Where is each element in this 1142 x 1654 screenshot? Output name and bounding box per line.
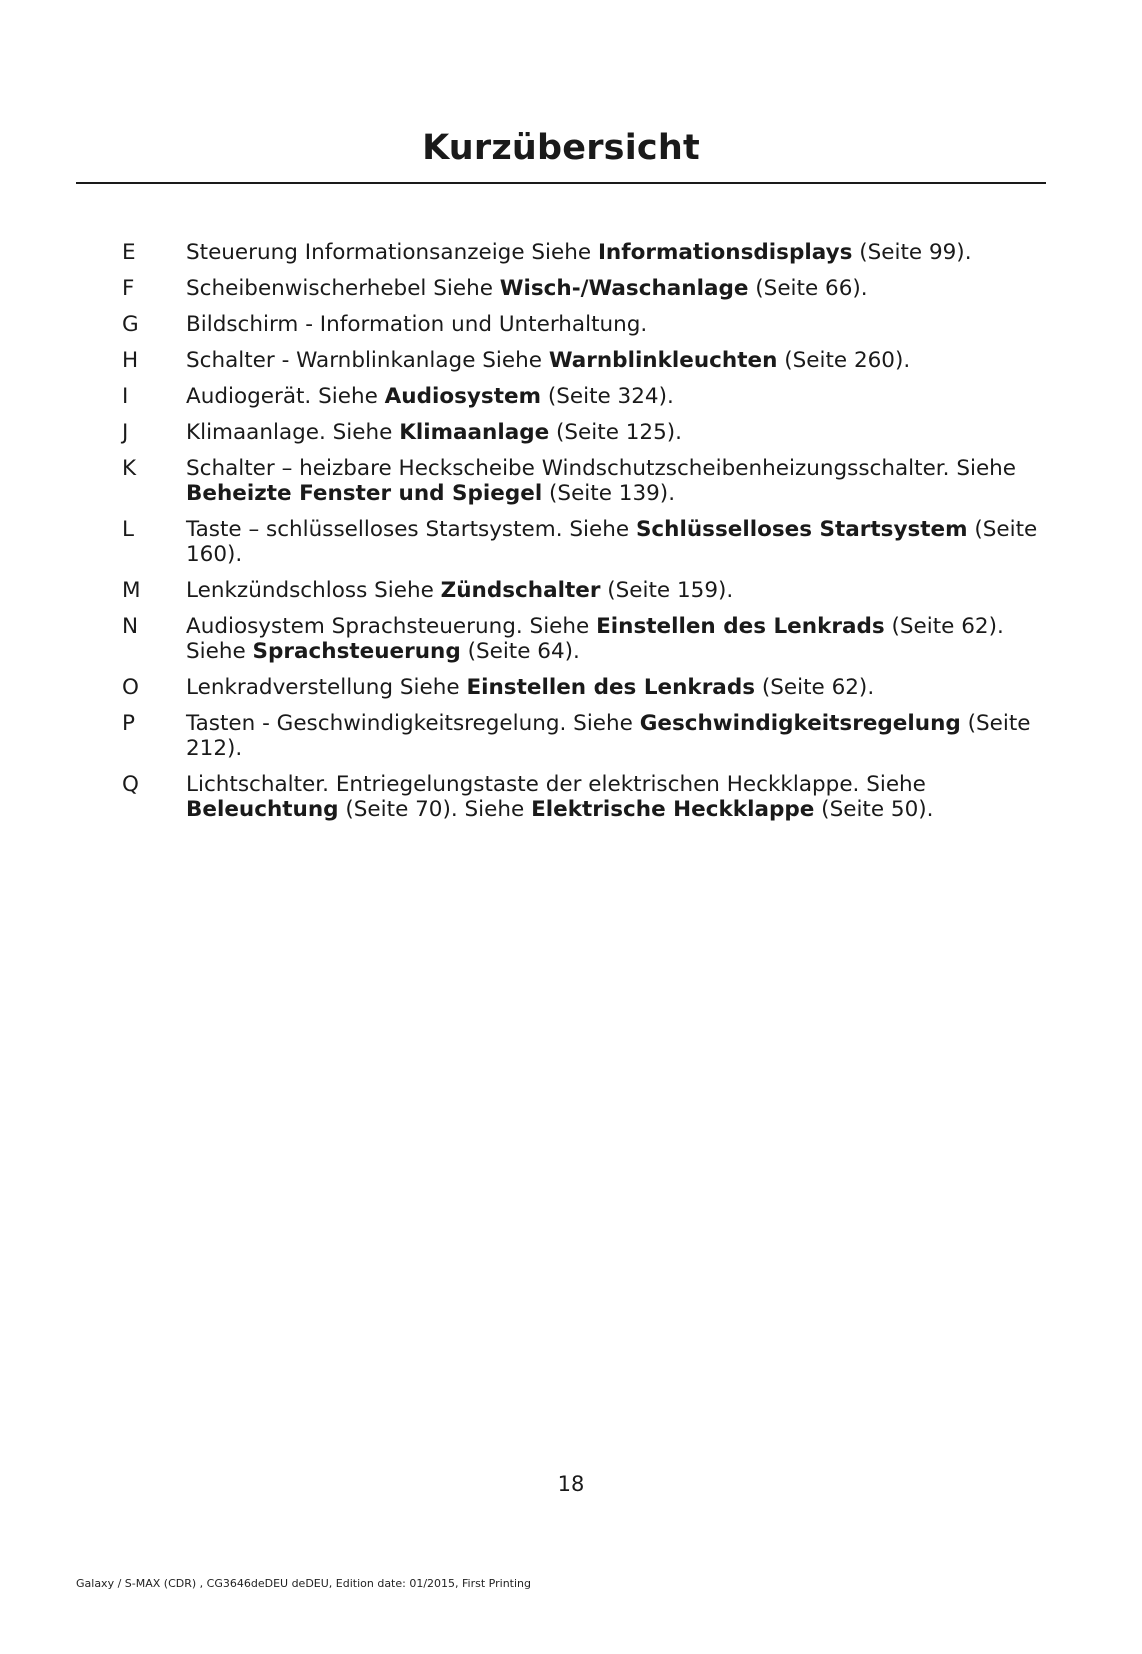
entry-letter: K bbox=[122, 456, 137, 481]
entry-text-part: Lichtschalter. Entriegelungstaste der elektrischen Heckklappe. Siehe bbox=[186, 772, 926, 797]
entry-letter: E bbox=[122, 240, 136, 265]
entry-letter: G bbox=[122, 312, 139, 337]
entry-text bbox=[186, 578, 1046, 603]
entry-text bbox=[186, 517, 1046, 567]
entry-item bbox=[76, 517, 1046, 567]
entry-item bbox=[76, 711, 1046, 761]
entry-text-part: (Seite 64). bbox=[460, 639, 580, 664]
entry-letter: O bbox=[122, 675, 139, 700]
entry-letter: N bbox=[122, 614, 139, 639]
entry-text bbox=[186, 276, 1046, 301]
entry-letter: L bbox=[122, 517, 134, 542]
entry-text-part: Bildschirm - Information und Unterhaltung. bbox=[186, 312, 648, 337]
entry-reference: Wisch-/Waschanlage bbox=[499, 276, 749, 301]
entry-text bbox=[186, 420, 1046, 445]
entry-text bbox=[186, 711, 1046, 761]
entry-item bbox=[76, 276, 1046, 301]
entry-text bbox=[186, 312, 1046, 337]
entry-text-part: Audiosystem Sprachsteuerung. Siehe bbox=[186, 614, 597, 639]
entry-item bbox=[76, 420, 1046, 445]
entry-text-part: Tasten - Geschwindigkeitsregelung. Siehe bbox=[186, 711, 640, 736]
entry-text-part: (Seite 70). Siehe bbox=[338, 797, 532, 822]
entry-item bbox=[76, 312, 1046, 337]
entry-item bbox=[76, 675, 1046, 700]
entry-text-part: Audiogerät. Siehe bbox=[186, 384, 385, 409]
entry-text-part: Taste – schlüsselloses Startsystem. Siehe bbox=[186, 517, 636, 542]
entry-item bbox=[76, 240, 1046, 265]
entry-reference: Einstellen des Lenkrads bbox=[596, 614, 885, 639]
entry-item bbox=[76, 772, 1046, 822]
entry-text-part: (Seite 260). bbox=[777, 348, 911, 373]
entry-reference: Geschwindigkeitsregelung bbox=[639, 711, 961, 736]
entry-item bbox=[76, 456, 1046, 506]
entry-letter: Q bbox=[122, 772, 139, 797]
entry-reference: Elektrische Heckklappe bbox=[531, 797, 815, 822]
entry-text-part: (Seite 62). Siehe bbox=[186, 614, 1004, 664]
entry-item bbox=[76, 384, 1046, 409]
page-title: Kurzübersicht bbox=[422, 128, 700, 168]
entry-reference: Zündschalter bbox=[440, 578, 601, 603]
entry-reference: Klimaanlage bbox=[399, 420, 550, 445]
entry-text-part: (Seite 62). bbox=[755, 675, 875, 700]
entry-reference: Informationsdisplays bbox=[597, 240, 853, 265]
entry-text-part: Schalter – heizbare Heckscheibe Windschutzscheibenheizungsschalter. Siehe bbox=[186, 456, 1017, 481]
entry-reference: Warnblinkleuchten bbox=[548, 348, 778, 373]
title-divider bbox=[76, 182, 1046, 184]
entry-item bbox=[76, 578, 1046, 603]
entry-reference: Einstellen des Lenkrads bbox=[466, 675, 756, 700]
entry-text-part: (Seite 160). bbox=[186, 517, 1038, 567]
entry-list bbox=[76, 240, 1046, 833]
entry-text-part: (Seite 50). bbox=[814, 797, 934, 822]
entry-text-part: (Seite 99). bbox=[852, 240, 972, 265]
entry-text-part: (Seite 66). bbox=[748, 276, 868, 301]
entry-text bbox=[186, 384, 1046, 409]
entry-letter: M bbox=[122, 578, 141, 603]
entry-text bbox=[186, 456, 1046, 506]
entry-text bbox=[186, 614, 1046, 664]
entry-letter: F bbox=[122, 276, 135, 301]
entry-text bbox=[186, 772, 1046, 822]
entry-text-part: Scheibenwischerhebel Siehe bbox=[186, 276, 500, 301]
entry-letter: J bbox=[122, 420, 129, 445]
entry-item bbox=[76, 614, 1046, 664]
entry-text-part: Steuerung Informationsanzeige Siehe bbox=[186, 240, 598, 265]
entry-text bbox=[186, 675, 1046, 700]
entry-item bbox=[76, 348, 1046, 373]
entry-letter: P bbox=[122, 711, 135, 736]
entry-letter: H bbox=[122, 348, 139, 373]
entry-text-part: (Seite 159). bbox=[600, 578, 734, 603]
entry-reference: Beleuchtung bbox=[186, 797, 339, 822]
entry-text bbox=[186, 348, 1046, 373]
footer-edition-note: Galaxy / S-MAX (CDR) , CG3646deDEU deDEU, Edition date: 01/2015, First Printing bbox=[76, 1577, 531, 1590]
entry-text-part: (Seite 125). bbox=[549, 420, 683, 445]
entry-text-part: Lenkzündschloss Siehe bbox=[186, 578, 441, 603]
entry-reference: Sprachsteuerung bbox=[252, 639, 461, 664]
entry-text-part: Klimaanlage. Siehe bbox=[186, 420, 400, 445]
entry-text-part: (Seite 324). bbox=[541, 384, 674, 409]
entry-text-part: Schalter - Warnblinkanlage Siehe bbox=[186, 348, 549, 373]
entry-text-part: Lenkradverstellung Siehe bbox=[186, 675, 467, 700]
entry-reference: Schlüsselloses Startsystem bbox=[635, 517, 968, 542]
entry-reference: Audiosystem bbox=[384, 384, 541, 409]
entry-letter: I bbox=[122, 384, 129, 409]
page-number: 18 bbox=[557, 1472, 585, 1496]
entry-text-part: (Seite 212). bbox=[186, 711, 1031, 761]
entry-text-part: (Seite 139). bbox=[542, 481, 676, 506]
entry-text bbox=[186, 240, 1046, 265]
entry-reference: Beheizte Fenster und Spiegel bbox=[186, 481, 543, 506]
